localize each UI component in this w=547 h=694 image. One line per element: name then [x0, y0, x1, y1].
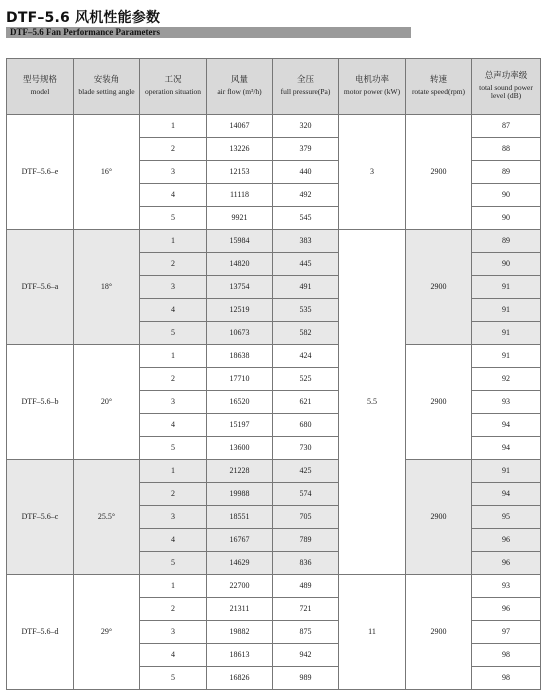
cell-operation: 4 — [140, 529, 207, 552]
cell-operation: 5 — [140, 437, 207, 460]
cell-blade-angle: 16° — [74, 115, 140, 230]
cell-blade-angle: 20° — [74, 345, 140, 460]
cell-air-flow: 15197 — [207, 414, 273, 437]
cell-air-flow: 16826 — [207, 667, 273, 690]
cell-sound-power: 97 — [472, 621, 541, 644]
cell-sound-power: 94 — [472, 437, 541, 460]
cell-full-pressure: 680 — [273, 414, 339, 437]
page-title: DTF–5.6 风机性能参数 — [6, 10, 161, 26]
cell-operation: 5 — [140, 667, 207, 690]
cell-air-flow: 18638 — [207, 345, 273, 368]
cell-air-flow: 21311 — [207, 598, 273, 621]
header-full-pressure: 全压 full pressure(Pa) — [273, 59, 339, 115]
cell-full-pressure: 721 — [273, 598, 339, 621]
cell-sound-power: 89 — [472, 230, 541, 253]
cell-air-flow: 12153 — [207, 161, 273, 184]
cell-operation: 2 — [140, 138, 207, 161]
cell-rotate-speed: 2900 — [406, 460, 472, 575]
header-rotate-speed: 转速 rotate speed(rpm) — [406, 59, 472, 115]
cell-model: DTF–5.6–e — [7, 115, 74, 230]
table-row — [7, 115, 541, 138]
cell-air-flow: 9921 — [207, 207, 273, 230]
cell-operation: 1 — [140, 230, 207, 253]
fan-performance-table — [6, 58, 541, 690]
cell-operation: 1 — [140, 115, 207, 138]
cell-air-flow: 21228 — [207, 460, 273, 483]
cell-full-pressure: 621 — [273, 391, 339, 414]
cell-full-pressure: 836 — [273, 552, 339, 575]
cell-full-pressure: 789 — [273, 529, 339, 552]
cell-operation: 4 — [140, 414, 207, 437]
cell-rotate-speed: 2900 — [406, 230, 472, 345]
cell-sound-power: 91 — [472, 322, 541, 345]
cell-blade-angle: 25.5° — [74, 460, 140, 575]
cell-motor-power: 11 — [339, 575, 406, 690]
cell-full-pressure: 582 — [273, 322, 339, 345]
cell-operation: 2 — [140, 483, 207, 506]
cell-operation: 1 — [140, 345, 207, 368]
cell-air-flow: 18551 — [207, 506, 273, 529]
table-row — [7, 575, 541, 598]
cell-motor-power: 5.5 — [339, 230, 406, 575]
cell-sound-power: 90 — [472, 253, 541, 276]
cell-full-pressure: 424 — [273, 345, 339, 368]
cell-sound-power: 94 — [472, 483, 541, 506]
table-header-row — [7, 59, 541, 115]
cell-rotate-speed: 2900 — [406, 345, 472, 460]
page-subtitle: DTF–5.6 Fan Performance Parameters — [6, 27, 411, 38]
cell-air-flow: 16767 — [207, 529, 273, 552]
cell-sound-power: 91 — [472, 345, 541, 368]
cell-sound-power: 91 — [472, 299, 541, 322]
table-body — [7, 115, 541, 690]
cell-sound-power: 92 — [472, 368, 541, 391]
cell-air-flow: 16520 — [207, 391, 273, 414]
header-motor-power: 电机功率 motor power (kW) — [339, 59, 406, 115]
cell-sound-power: 96 — [472, 598, 541, 621]
cell-air-flow: 14067 — [207, 115, 273, 138]
cell-model: DTF–5.6–d — [7, 575, 74, 690]
cell-full-pressure: 491 — [273, 276, 339, 299]
cell-sound-power: 94 — [472, 414, 541, 437]
cell-rotate-speed: 2900 — [406, 115, 472, 230]
table-row — [7, 230, 541, 253]
cell-sound-power: 95 — [472, 506, 541, 529]
cell-full-pressure: 440 — [273, 161, 339, 184]
cell-operation: 4 — [140, 299, 207, 322]
cell-full-pressure: 525 — [273, 368, 339, 391]
cell-operation: 3 — [140, 506, 207, 529]
cell-sound-power: 90 — [472, 207, 541, 230]
cell-air-flow: 19882 — [207, 621, 273, 644]
cell-operation: 2 — [140, 253, 207, 276]
cell-air-flow: 17710 — [207, 368, 273, 391]
cell-model: DTF–5.6–b — [7, 345, 74, 460]
cell-full-pressure: 705 — [273, 506, 339, 529]
table-row — [7, 460, 541, 483]
cell-full-pressure: 730 — [273, 437, 339, 460]
cell-operation: 2 — [140, 368, 207, 391]
cell-full-pressure: 492 — [273, 184, 339, 207]
cell-full-pressure: 942 — [273, 644, 339, 667]
cell-full-pressure: 445 — [273, 253, 339, 276]
header-blade-angle: 安装角 blade setting angle — [74, 59, 140, 115]
cell-air-flow: 22700 — [207, 575, 273, 598]
cell-sound-power: 96 — [472, 552, 541, 575]
cell-full-pressure: 535 — [273, 299, 339, 322]
cell-full-pressure: 379 — [273, 138, 339, 161]
cell-rotate-speed: 2900 — [406, 575, 472, 690]
cell-full-pressure: 574 — [273, 483, 339, 506]
cell-air-flow: 10673 — [207, 322, 273, 345]
cell-blade-angle: 18° — [74, 230, 140, 345]
cell-model: DTF–5.6–c — [7, 460, 74, 575]
header-air-flow: 风量 air flow (m³/h) — [207, 59, 273, 115]
cell-sound-power: 91 — [472, 460, 541, 483]
cell-air-flow: 19988 — [207, 483, 273, 506]
cell-sound-power: 88 — [472, 138, 541, 161]
cell-air-flow: 12519 — [207, 299, 273, 322]
table-row — [7, 345, 541, 368]
cell-operation: 3 — [140, 391, 207, 414]
cell-sound-power: 98 — [472, 667, 541, 690]
cell-sound-power: 98 — [472, 644, 541, 667]
cell-operation: 3 — [140, 621, 207, 644]
cell-air-flow: 11118 — [207, 184, 273, 207]
cell-air-flow: 18613 — [207, 644, 273, 667]
cell-full-pressure: 989 — [273, 667, 339, 690]
cell-operation: 1 — [140, 460, 207, 483]
cell-operation: 5 — [140, 322, 207, 345]
cell-full-pressure: 383 — [273, 230, 339, 253]
cell-air-flow: 13226 — [207, 138, 273, 161]
cell-air-flow: 13600 — [207, 437, 273, 460]
cell-sound-power: 91 — [472, 276, 541, 299]
cell-motor-power: 3 — [339, 115, 406, 230]
cell-full-pressure: 425 — [273, 460, 339, 483]
cell-sound-power: 93 — [472, 575, 541, 598]
cell-sound-power: 90 — [472, 184, 541, 207]
cell-operation: 3 — [140, 161, 207, 184]
cell-operation: 5 — [140, 207, 207, 230]
cell-sound-power: 89 — [472, 161, 541, 184]
cell-sound-power: 93 — [472, 391, 541, 414]
cell-sound-power: 96 — [472, 529, 541, 552]
cell-operation: 4 — [140, 184, 207, 207]
cell-operation: 4 — [140, 644, 207, 667]
cell-operation: 3 — [140, 276, 207, 299]
cell-air-flow: 13754 — [207, 276, 273, 299]
cell-full-pressure: 489 — [273, 575, 339, 598]
cell-full-pressure: 320 — [273, 115, 339, 138]
cell-sound-power: 87 — [472, 115, 541, 138]
header-operation: 工况 operation situation — [140, 59, 207, 115]
header-sound-power: 总声功率级 total sound power level (dB) — [472, 59, 541, 115]
cell-full-pressure: 545 — [273, 207, 339, 230]
cell-operation: 2 — [140, 598, 207, 621]
cell-air-flow: 15984 — [207, 230, 273, 253]
cell-operation: 1 — [140, 575, 207, 598]
cell-full-pressure: 875 — [273, 621, 339, 644]
cell-air-flow: 14820 — [207, 253, 273, 276]
cell-model: DTF–5.6–a — [7, 230, 74, 345]
cell-blade-angle: 29° — [74, 575, 140, 690]
cell-air-flow: 14629 — [207, 552, 273, 575]
header-model: 型号规格 model — [7, 59, 74, 115]
cell-operation: 5 — [140, 552, 207, 575]
